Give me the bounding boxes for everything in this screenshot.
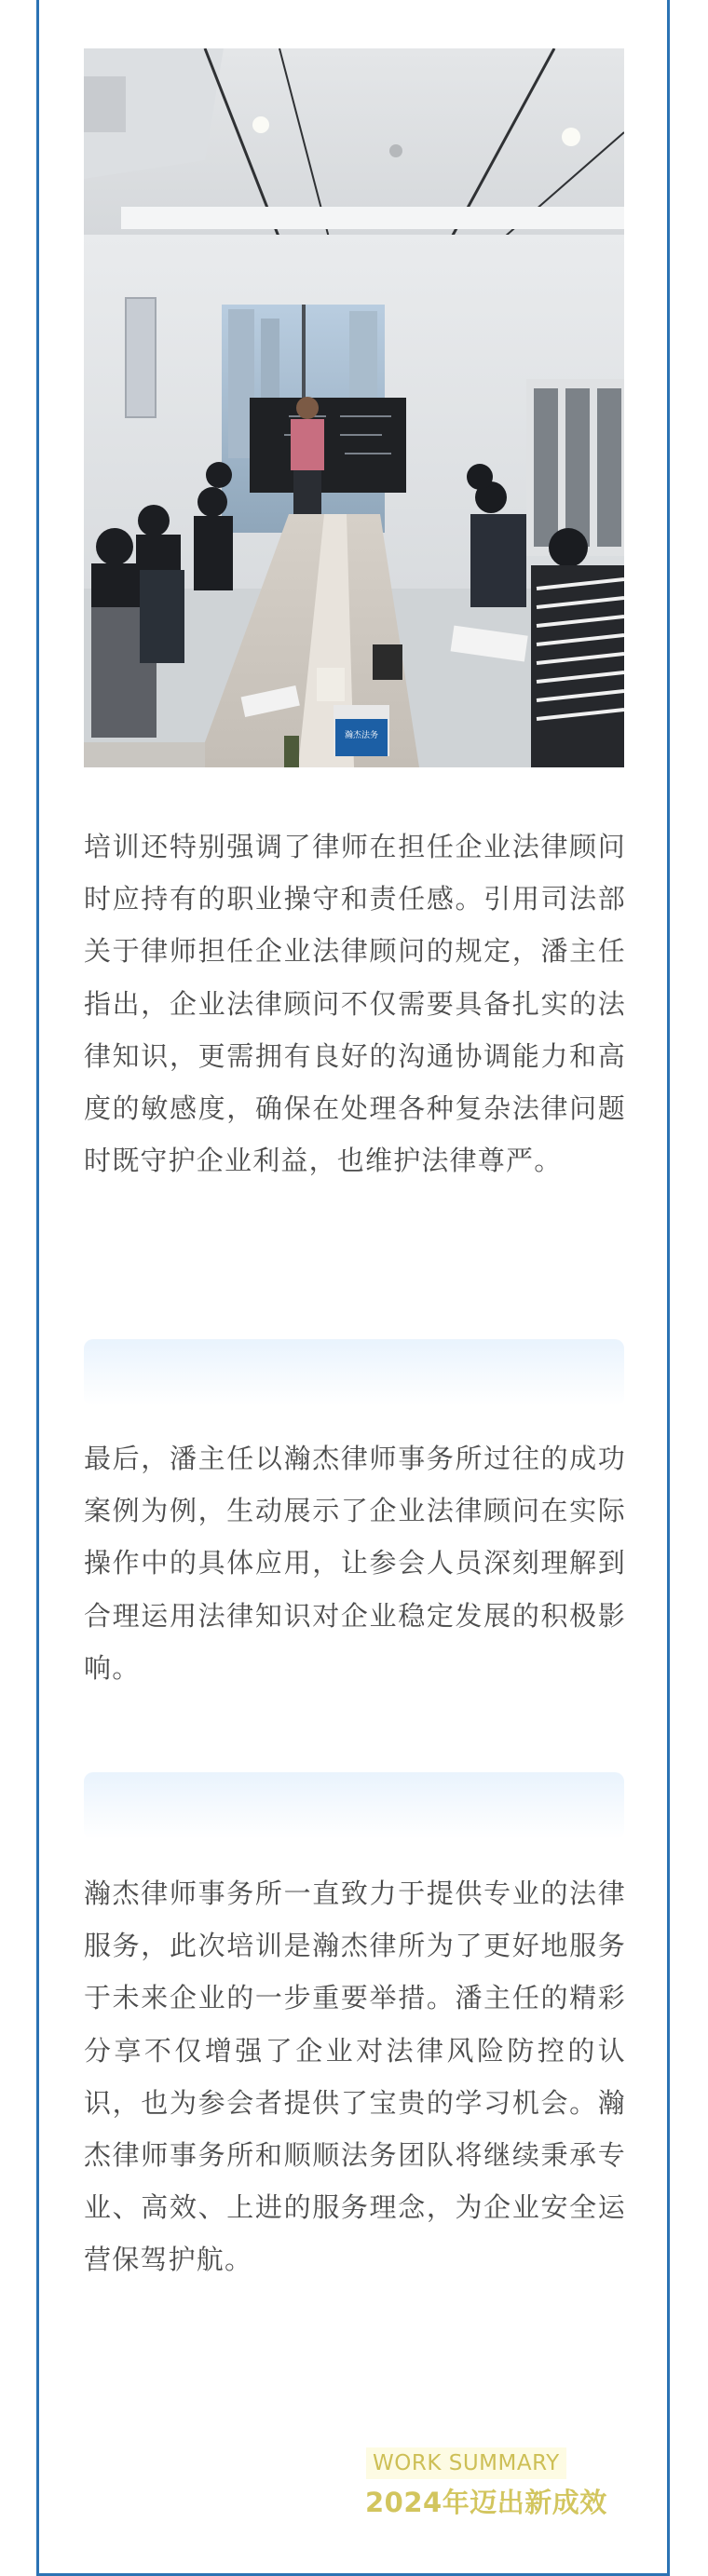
section-divider-band bbox=[84, 1339, 624, 1406]
work-summary-title: 2024年迈出新成效 bbox=[365, 2487, 607, 2518]
meeting-room-photo bbox=[84, 48, 624, 767]
work-summary-label: WORK SUMMARY bbox=[366, 2447, 566, 2479]
paragraph-training-ethics: 培训还特别强调了律师在担任企业法律顾问时应持有的职业操守和责任感。引用司法部关于律师担任企业法律顾问的规定，潘主任指出，企业法律顾问不仅需要具备扎实的法律知识，更需拥有良好的沟通协调能力和高度的敏感度，确保在处理各种复杂法律问题时既守护企业利益，也维护法律尊严。 bbox=[84, 831, 626, 1177]
paragraph-case-studies: 最后，潘主任以瀚杰律师事务所过往的成功案例为例，生动展示了企业法律顾问在实际操作中的具体应用，让参会人员深刻理解到合理运用法律知识对企业稳定发展的积极影响。 bbox=[84, 1443, 626, 1684]
paragraph-firm-commitment: 瀚杰律师事务所一直致力于提供专业的法律服务，此次培训是瀚杰律所为了更好地服务于未来企业的一步重要举措。潘主任的精彩分享不仅增强了企业对法律风险防控的认识，也为参会者提供了宝贵的学习机会。瀚杰律师事务所和顺顺法务团队将继续秉承专业、高效、上进的服务理念，为企业安全运营保驾护航。 bbox=[84, 1878, 626, 2276]
section-divider-band bbox=[84, 1772, 624, 1839]
table-sign-text: 瀚杰法务 bbox=[344, 731, 379, 740]
